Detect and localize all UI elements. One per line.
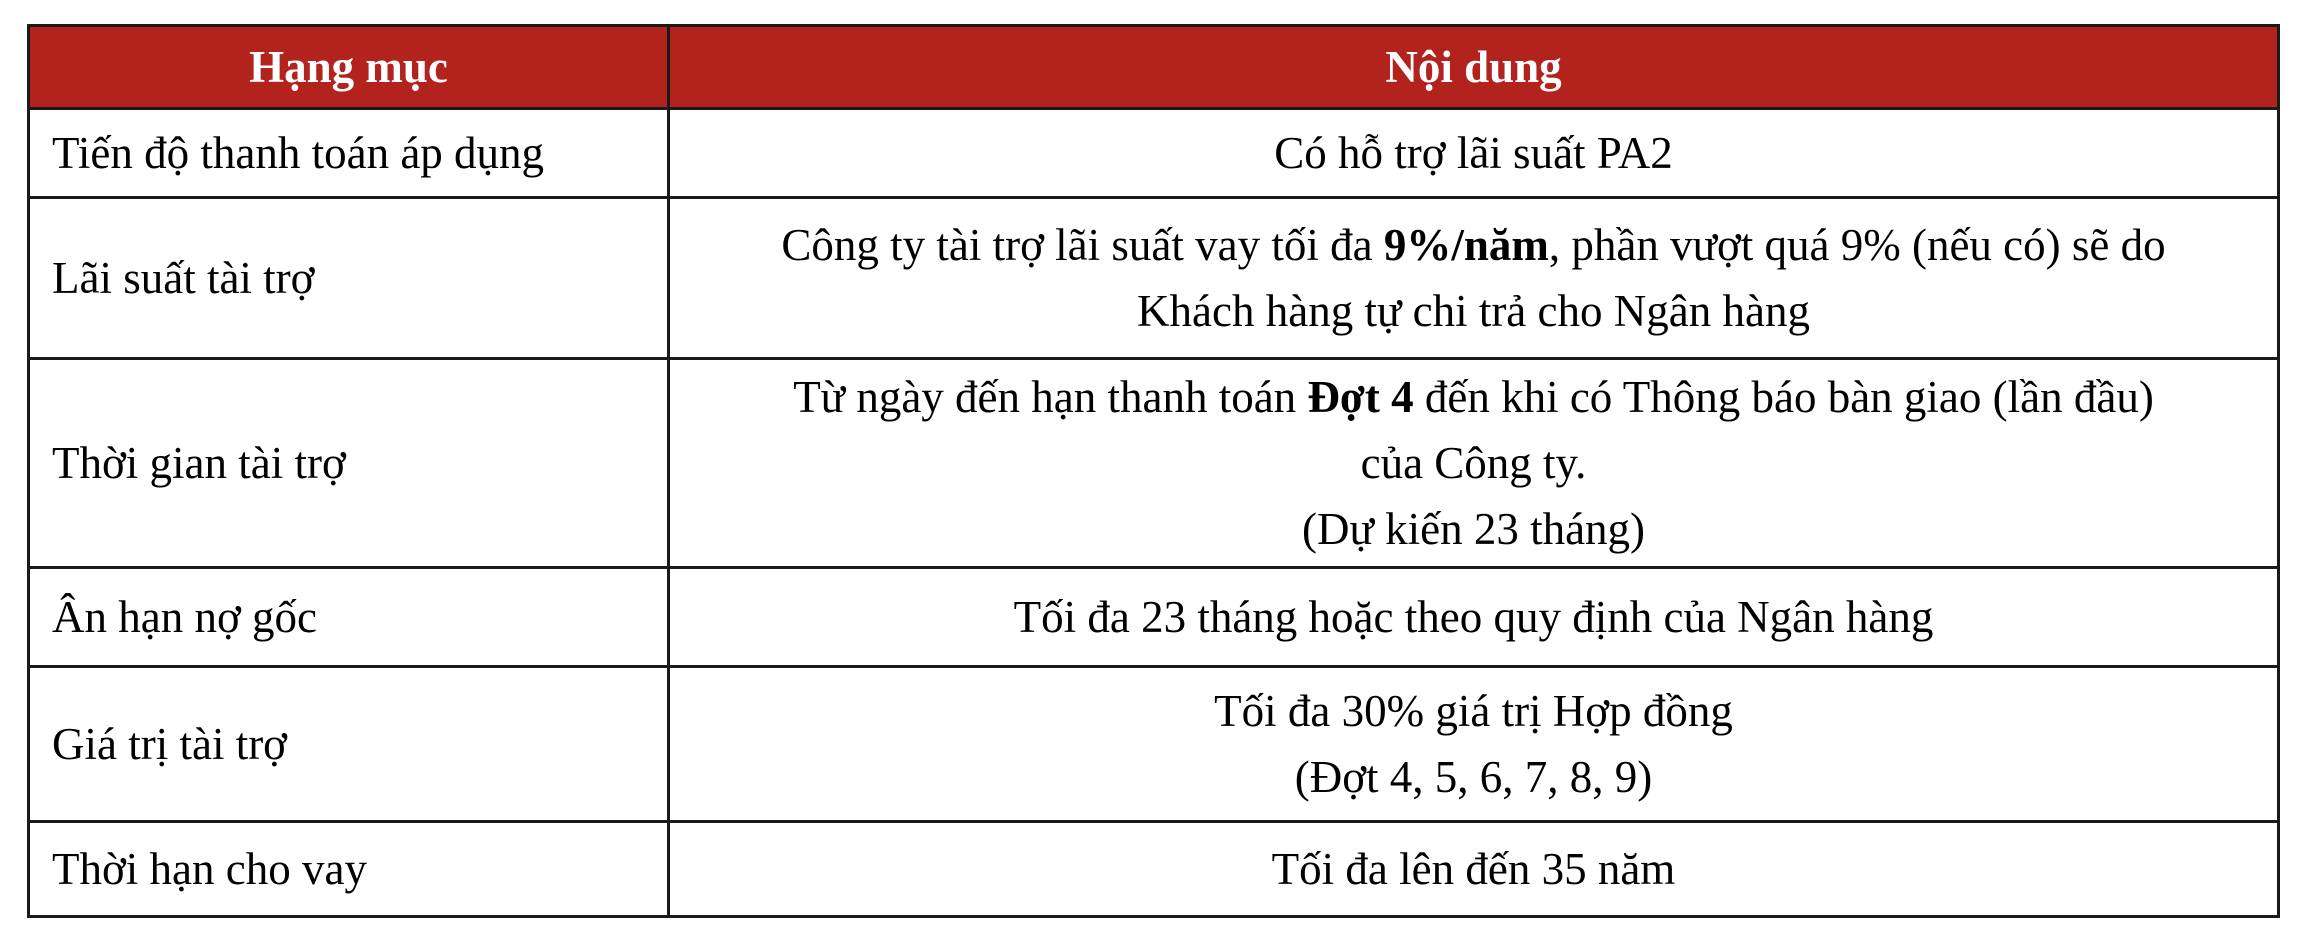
header-content: Nội dung [669,26,2279,109]
content-line: Có hỗ trợ lãi suất PA2 [1274,128,1673,178]
table-row-loan-term [29,822,2279,917]
content-line: Tối đa lên đến 35 năm [1271,844,1676,894]
row-category: Giá trị tài trợ [29,667,669,822]
content-line [692,364,2255,430]
content-line [692,212,2255,278]
row-category: Lãi suất tài trợ [29,198,669,359]
content-text: đến khi có Thông báo bàn giao (lần đầu) [1413,372,2154,422]
table-row-interest-rate [29,198,2279,359]
row-content [669,568,2279,667]
content-text: Từ ngày đến hạn thanh toán [793,372,1308,422]
content-line: Tối đa 30% giá trị Hợp đồng [1214,686,1733,736]
content-line: (Dự kiến 23 tháng) [1301,504,1646,554]
row-content [669,667,2279,822]
row-category: Tiến độ thanh toán áp dụng [29,109,669,198]
table-row-principal-grace [29,568,2279,667]
content-line: của Công ty. [1360,438,1587,488]
row-content [669,359,2279,568]
content-bold-text: 9%/năm [1383,220,1549,270]
content-text: , phần vượt quá 9% (nếu có) sẽ do [1548,220,2166,270]
row-content [669,109,2279,198]
table-row-funding-period [29,359,2279,568]
table-header-row [29,26,2279,109]
row-content [669,198,2279,359]
table-row-payment-schedule [29,109,2279,198]
loan-terms-table [27,24,2280,918]
content-line: Khách hàng tự chi trả cho Ngân hàng [1137,286,1810,336]
header-category: Hạng mục [29,26,669,109]
row-category: Ân hạn nợ gốc [29,568,669,667]
content-line: Tối đa 23 tháng hoặc theo quy định của Ngân hàng [1013,592,1934,642]
row-content [669,822,2279,917]
content-line: (Đợt 4, 5, 6, 7, 8, 9) [1294,752,1653,802]
table-row-funding-value [29,667,2279,822]
row-category: Thời gian tài trợ [29,359,669,568]
row-category: Thời hạn cho vay [29,822,669,917]
content-bold-text: Đợt 4 [1307,372,1414,422]
content-text: Công ty tài trợ lãi suất vay tối đa [781,220,1384,270]
